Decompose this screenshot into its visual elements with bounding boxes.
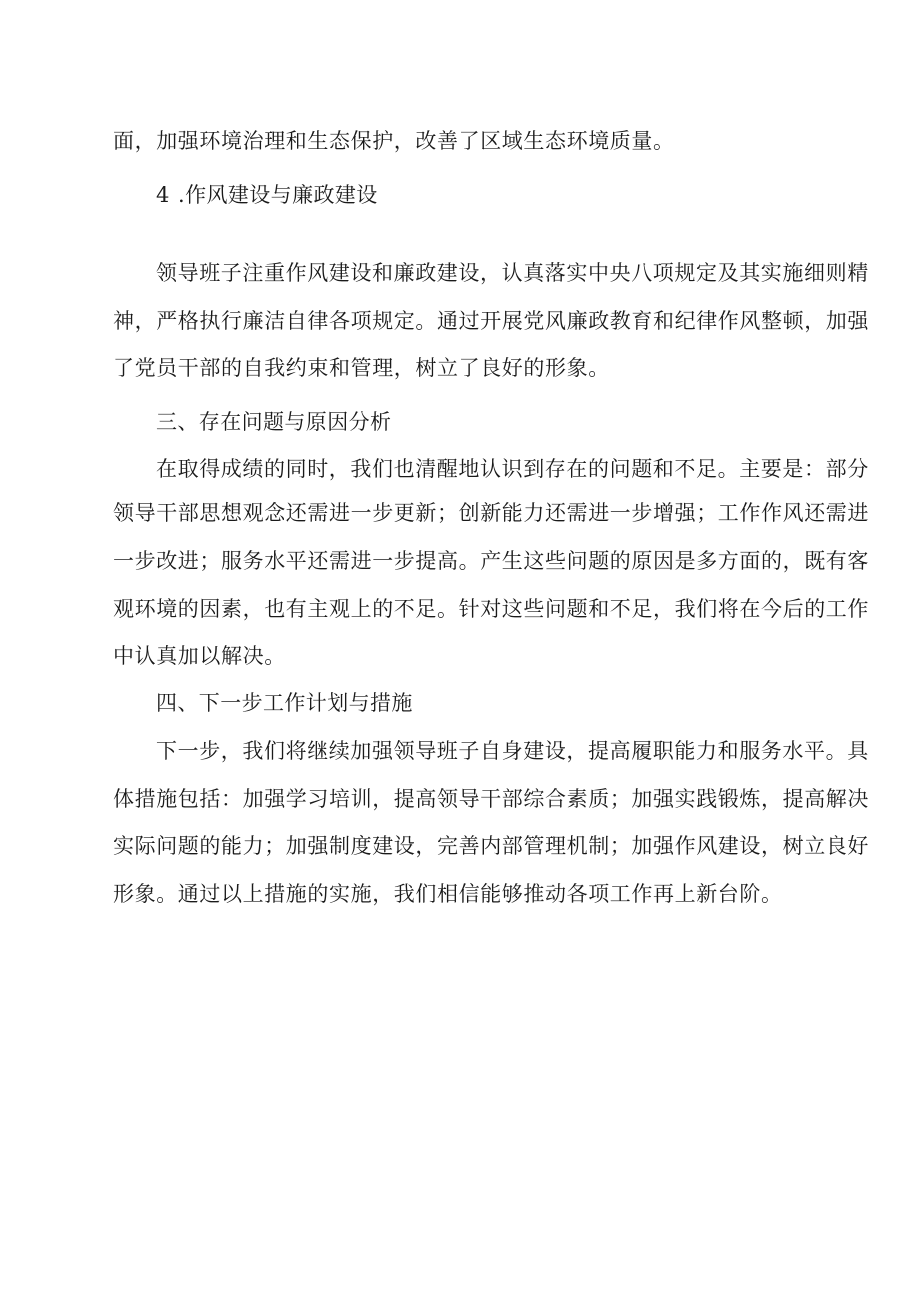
section-heading: [156, 182, 856, 208]
section-title: .作风建设与廉政建设: [178, 183, 378, 207]
paragraph-line: 了党员干部的自我约束和管理，树立了良好的形象。: [113, 356, 610, 380]
paragraph-line: 观环境的因素，也有主观上的不足。针对这些问题和不足，我们将在今后的工作: [113, 597, 869, 621]
paragraph-line: 一步改进；服务水平还需进一步提高。产生这些问题的原因是多方面的，既有客: [113, 549, 869, 573]
paragraph-line: 形象。通过以上措施的实施，我们相信能够推动各项工作再上新台阶。: [113, 882, 783, 906]
paragraph-line: 下一步，我们将继续加强领导班子自身建设，提高履职能力和服务水平。具: [156, 739, 869, 763]
paragraph-line: 中认真加以解决。: [113, 644, 286, 668]
section-heading: 四、下一步工作计划与措施: [156, 691, 413, 715]
section-heading: 三、存在问题与原因分析: [156, 410, 392, 434]
paragraph-line: 在取得成绩的同时，我们也清醒地认识到存在的问题和不足。主要是：部分: [156, 457, 869, 481]
paragraph-line: 领导班子注重作风建设和廉政建设，认真落实中央八项规定及其实施细则精: [156, 261, 869, 285]
paragraph-line: 体措施包括：加强学习培训，提高领导干部综合素质；加强实践锻炼，提高解决: [113, 787, 869, 811]
section-number: 4: [156, 183, 170, 207]
paragraph-line: 领导干部思想观念还需进一步更新；创新能力还需进一步增强；工作作风还需进: [113, 501, 869, 525]
paragraph-line: 神，严格执行廉洁自律各项规定。通过开展党风廉政教育和纪律作风整顿，加强: [113, 309, 869, 333]
paragraph-line: 实际问题的能力；加强制度建设，完善内部管理机制；加强作风建设，树立良好: [113, 834, 869, 858]
paragraph-line: 面，加强环境治理和生态保护，改善了区域生态环境质量。: [113, 129, 675, 153]
